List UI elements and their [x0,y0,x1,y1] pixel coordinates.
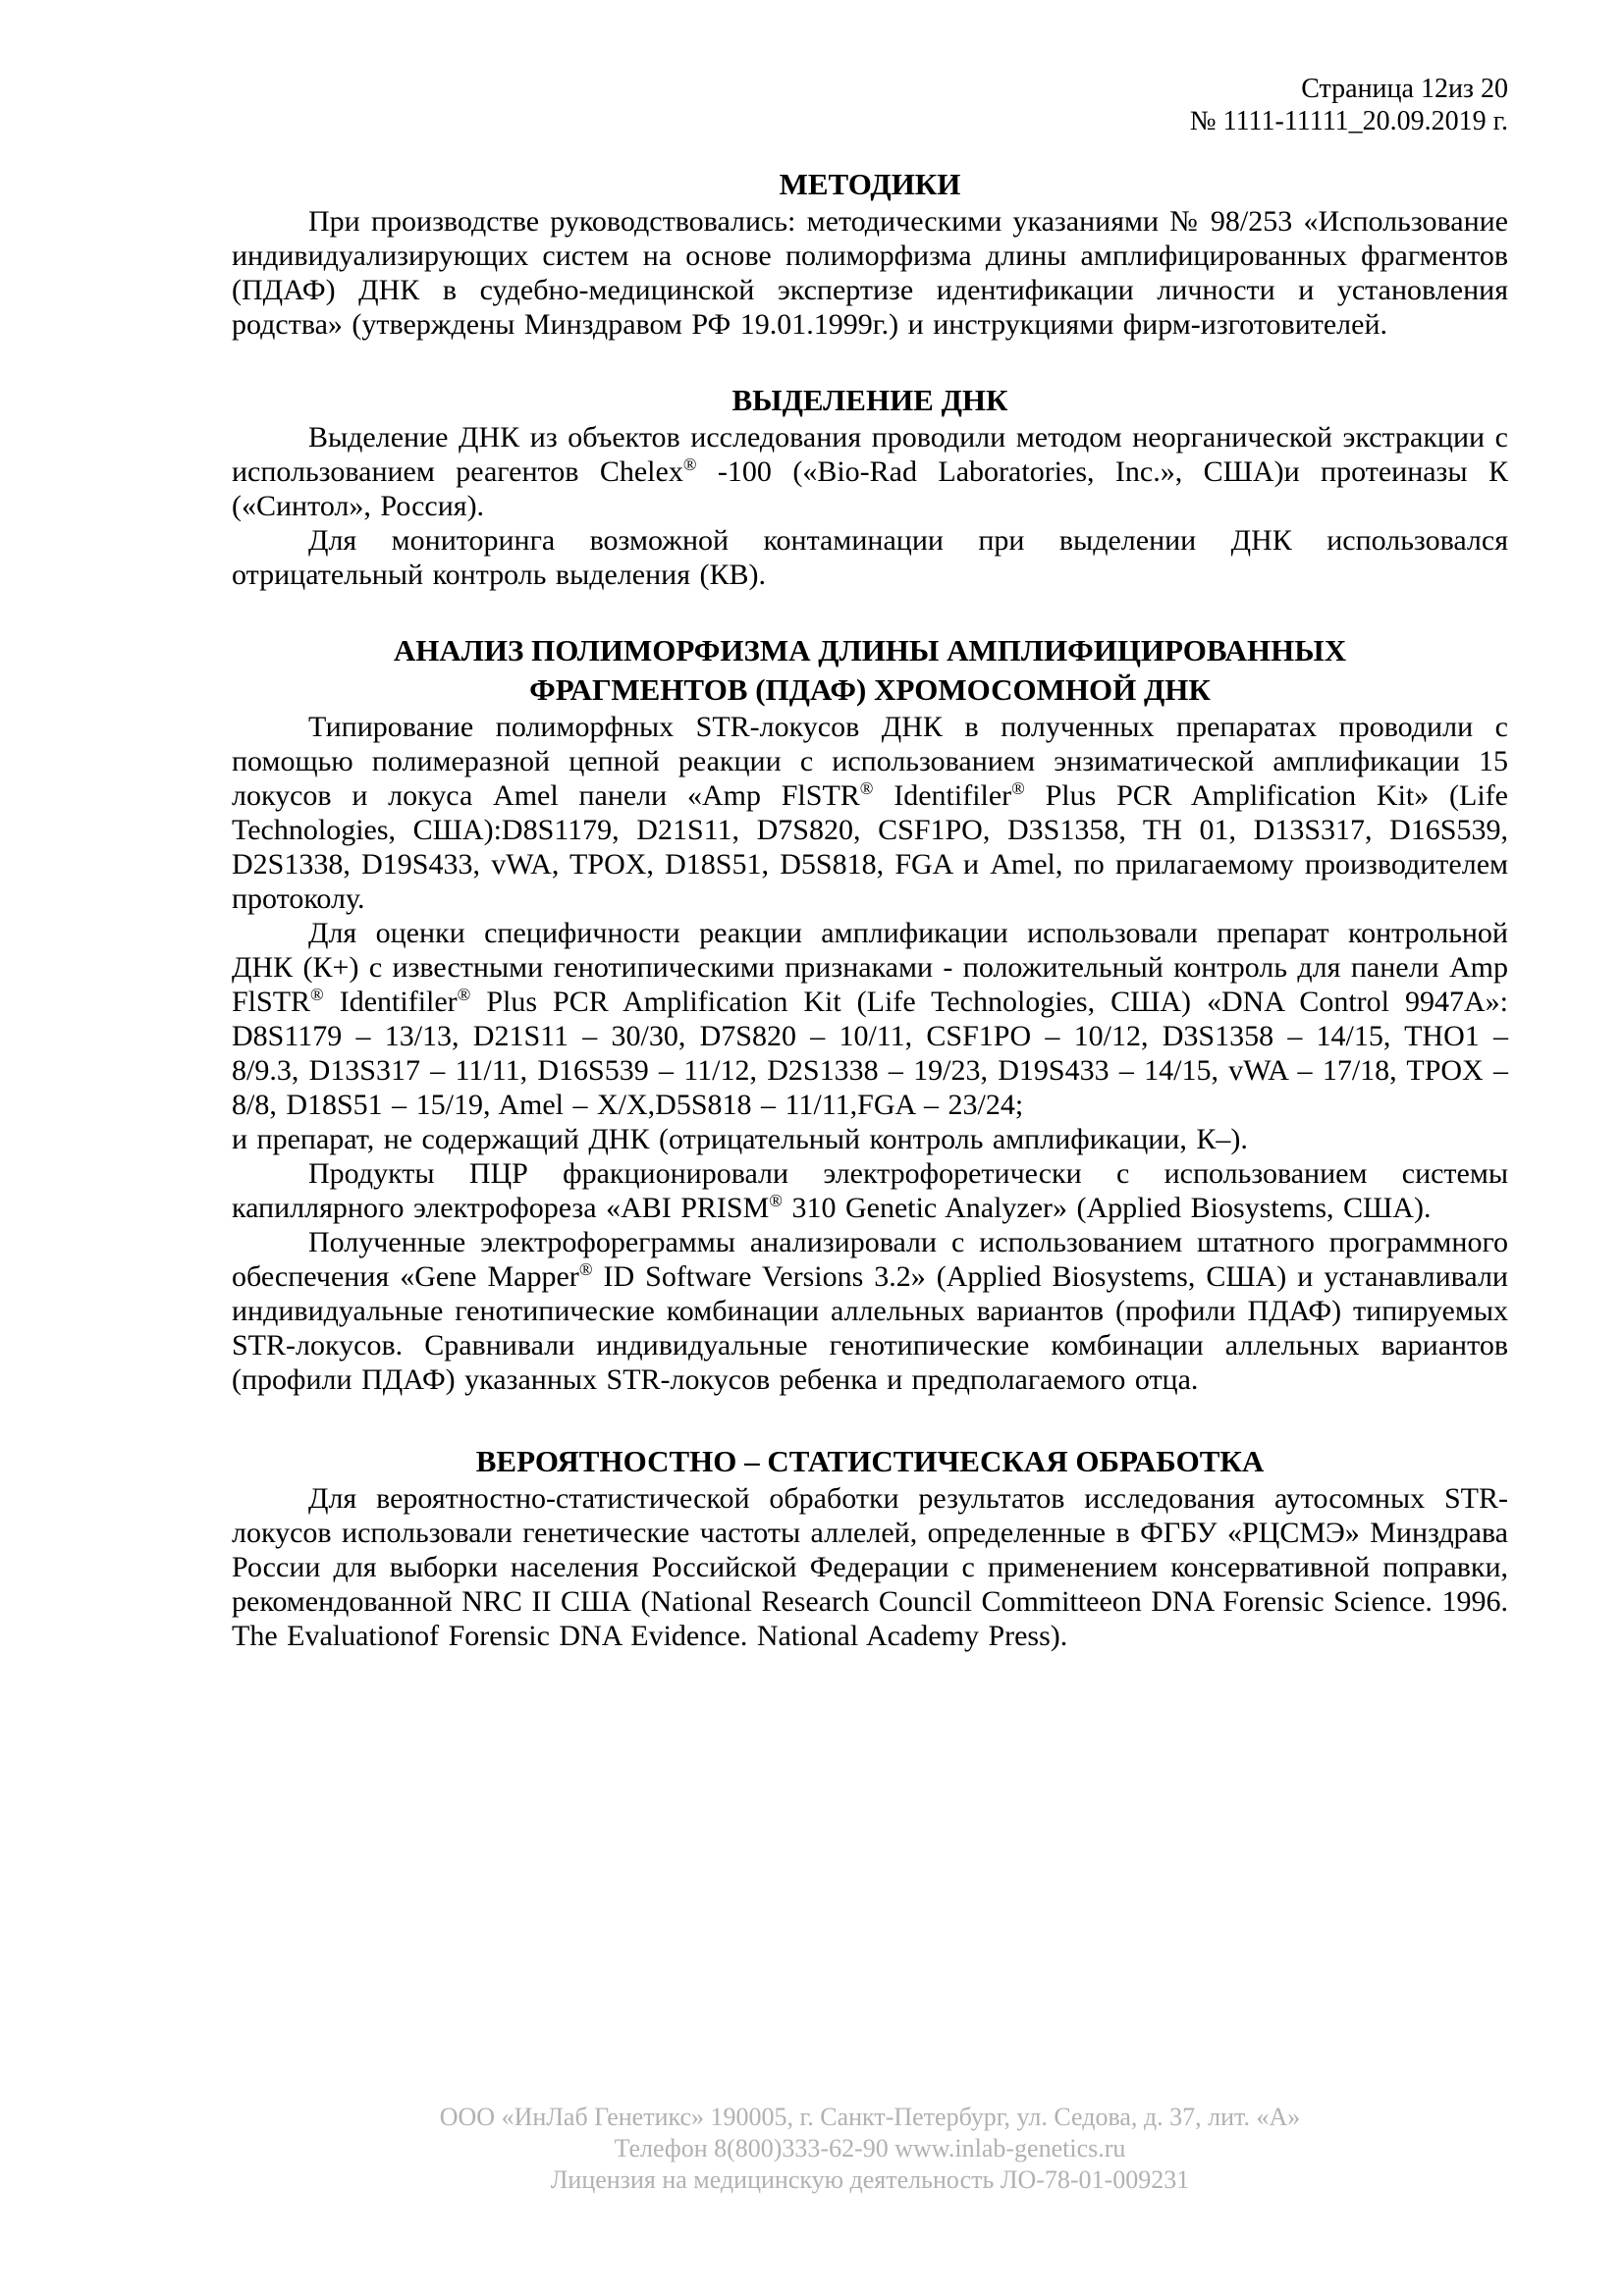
heading-pdaf-analysis-line2: ФРАГМЕНТОВ (ПДАФ) ХРОМОСОМНОЙ ДНК [529,672,1211,707]
heading-pdaf-analysis-line1: АНАЛИЗ ПОЛИМОРФИЗМА ДЛИНЫ АМПЛИФИЦИРОВАННЫХ [393,633,1347,667]
document-number: № 1111-11111_20.09.2019 г. [1189,106,1508,136]
document-body [232,0,1508,1653]
paragraph-extraction-control: Для мониторинга возможной контаминации при выделении ДНК использовался отрицательный контроль выделения (КВ). [232,524,1508,591]
paragraph-extraction-method: Выделение ДНК из объектов исследования проводили методом неорганической экстракции с использованием реагентов Chelex® -100 («Bio-Rad Laboratories, Inc.», США)и протеиназы К («Синтол», Россия). [232,421,1508,522]
paragraph-methods-intro: При производстве руководствовались: методическими указаниями № 98/253 «Использование индивидуализирующих систем на основе полиморфизма длины амплифицированных фрагментов (ПДАФ) ДНК в судебно-медицинской экспертизе идентификации личности и установления родства» (утверждены Минздравом РФ 19.01.1999г.) и инструкциями фирм-изготовителей. [232,205,1508,341]
footer-company-address: ООО «ИнЛаб Генетикс» 190005, г. Санкт-Петербург, ул. Седова, д. 37, лит. «А» [439,2103,1301,2131]
page-footer [232,2102,1508,2196]
paragraph-positive-control: Для оценки специфичности реакции амплификации использовали препарат контрольной ДНК (К+) с известными генотипическими признаками - положительный контроль для панели Amp FlSTR® Identifiler® Plus PCR Amplification Kit (Life Technologies, США) «DNA Control 9947A»: D8S1179 – 13/13, D21S11 – 30/30, D7S820 – 10/11, CSF1PO – 10/12, D3S1358 – 14/15, THO1 – 8/9.3, D13S317 – 11/11, D16S539 – 11/12, D2S1338 – 19/23, D19S433 – 14/15, vWA – 17/18, TPOX – 8/8, D18S51 – 15/19, Amel – X/X,D5S818 – 11/11,FGA – 23/24; [232,917,1508,1121]
footer-license: Лицензия на медицинскую деятельность ЛО-78-01-009231 [550,2165,1190,2194]
page-header [232,0,1508,137]
paragraph-statistics: Для вероятностно-статистической обработки результатов исследования аутосомных STR-локусов использовали генетические частоты аллелей, определенные в ФГБУ «РЦСМЭ» Минздрава России для выборки населения Российской Федерации с применением консервативной поправки, рекомендованной NRC II США (National Research Council Committeeon DNA Forensic Science. 1996. The Evaluationof Forensic DNA Evidence. National Academy Press). [232,1482,1508,1652]
paragraph-electrophoresis: Продукты ПЦР фракционировали электрофоретически с использованием системы капиллярного электрофореза «ABI PRISM® 310 Genetic Analyzer» (Applied Biosystems, США). [232,1157,1508,1224]
heading-methods: МЕТОДИКИ [779,167,961,201]
heading-statistics: ВЕРОЯТНОСТНО – СТАТИСТИЧЕСКАЯ ОБРАБОТКА [475,1444,1265,1478]
paragraph-software-analysis: Полученные электрофореграммы анализировали с использованием штатного программного обеспечения «Gene Mapper® ID Software Versions 3.2» (Applied Biosystems, США) и устанавливали индивидуальные генотипические комбинации аллельных вариантов (профили ПДАФ) типируемых STR-локусов. Сравнивали индивидуальные генотипические комбинации аллельных вариантов (профили ПДАФ) указанных STR-локусов ребенка и предполагаемого отца. [232,1226,1508,1396]
footer-phone-website: Телефон 8(800)333-62-90 www.inlab-genetics.ru [614,2134,1126,2163]
heading-dna-extraction: ВЫДЕЛЕНИЕ ДНК [731,383,1008,417]
paragraph-str-typing: Типирование полиморфных STR-локусов ДНК в полученных препаратах проводили с помощью полимеразной цепной реакции с использованием энзиматической амплификации 15 локусов и локуса Amel панели «Amp FlSTR® Identifiler® Plus PCR Amplification Kit» (Life Technologies, США):D8S1179, D21S11, D7S820, CSF1PO, D3S1358, TH 01, D13S317, D16S539, D2S1338, D19S433, vWA, TPOX, D18S51, D5S818, FGA и Amel, по прилагаемому производителем протоколу. [232,711,1508,915]
paragraph-negative-control: и препарат, не содержащий ДНК (отрицательный контроль амплификации, К–). [232,1123,1248,1155]
page-number: Страница 12из 20 [1301,74,1508,104]
